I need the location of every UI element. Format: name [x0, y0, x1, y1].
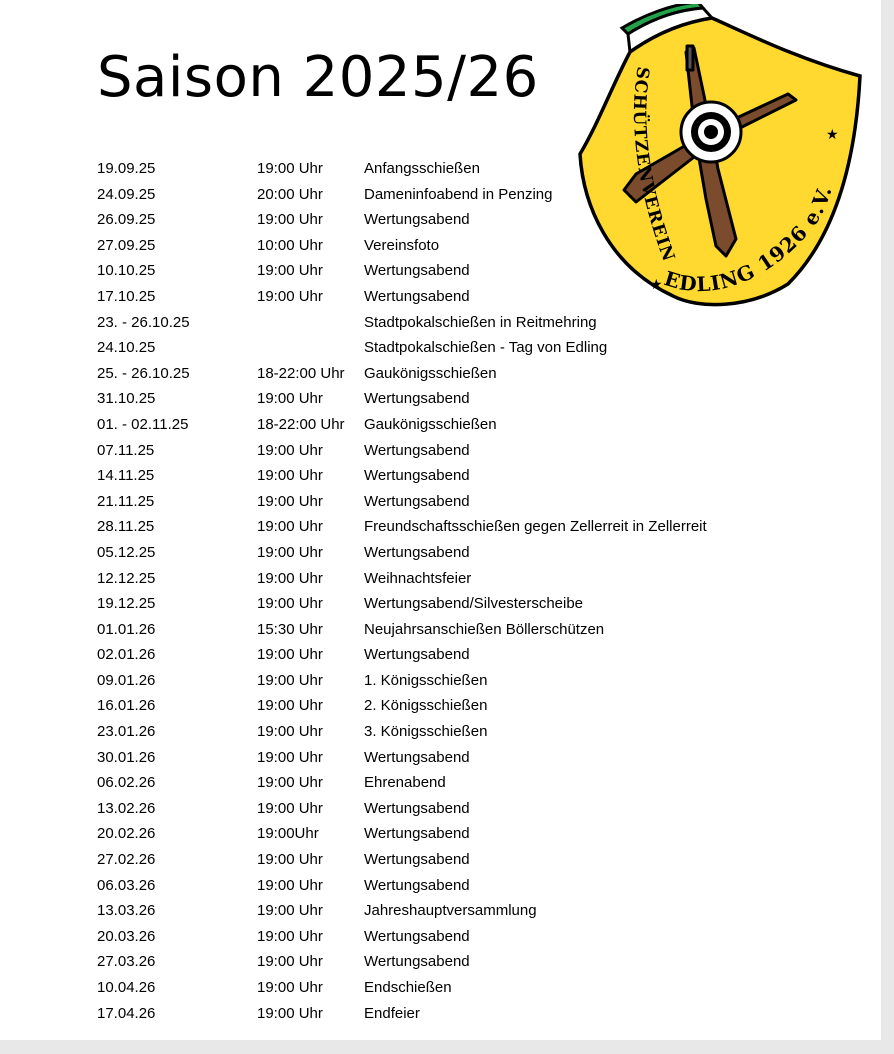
schedule-time: 19:00 Uhr	[257, 902, 323, 920]
schedule-date: 01.01.26	[97, 620, 156, 638]
schedule-time: 19:00 Uhr	[257, 1004, 323, 1022]
schedule-event: Jahreshauptversammlung	[364, 902, 537, 920]
schedule-date: 09.01.26	[97, 671, 156, 689]
schedule-event: Vereinsfoto	[364, 236, 440, 254]
schedule-date: 19.09.25	[97, 160, 156, 177]
schedule-date: 25. - 26.10.25	[97, 364, 190, 382]
schedule-event: Wertungsabend	[364, 927, 470, 945]
schedule-date: 27.03.26	[97, 953, 156, 971]
schedule-time: 19:00 Uhr	[257, 799, 323, 817]
schedule-event: Wertungsabend	[364, 441, 470, 459]
schedule-time: 19:00 Uhr	[257, 671, 323, 689]
schedule-event: Wertungsabend	[364, 825, 470, 843]
schedule-date: 01. - 02.11.25	[97, 415, 189, 433]
schedule-event: Endschießen	[364, 979, 452, 996]
schedule-event: Stadtpokalschießen - Tag von Edling	[364, 339, 608, 357]
schedule-event: Wertungsabend	[364, 748, 470, 766]
schedule-date: 06.03.26	[97, 876, 156, 894]
schedule-date: 05.12.25	[97, 543, 156, 561]
schedule-date: 06.02.26	[97, 774, 156, 792]
schedule-time: 19:00 Uhr	[257, 927, 323, 945]
schedule-time: 19:00 Uhr	[257, 979, 323, 996]
schedule-date: 27.09.25	[97, 236, 156, 254]
schedule-date: 27.02.26	[97, 851, 156, 869]
page-title: Saison 2025/26	[97, 45, 539, 110]
schedule-time: 19:00 Uhr	[257, 467, 323, 485]
schedule-event: Endfeier	[364, 1004, 420, 1022]
schedule-time: 19:00 Uhr	[257, 876, 323, 894]
schedule-event: Wertungsabend	[364, 799, 470, 817]
schedule-event: Dameninfoabend in Penzing	[364, 185, 553, 203]
schedule-time: 18-22:00 Uhr	[257, 364, 345, 382]
schedule-date: 24.09.25	[97, 185, 156, 203]
schedule-event: Wertungsabend	[364, 287, 470, 305]
schedule-event: 2. Königsschießen	[364, 697, 488, 715]
schedule-event: Wertungsabend	[364, 492, 470, 510]
schedule-date: 10.04.26	[97, 979, 156, 996]
schedule-date: 21.11.25	[97, 492, 155, 510]
schedule-date: 10.10.25	[97, 262, 156, 280]
schedule-date: 13.02.26	[97, 799, 156, 817]
schedule-date: 23.01.26	[97, 723, 156, 741]
schedule-event: 1. Königsschießen	[364, 671, 488, 689]
schedule-time: 19:00 Uhr	[257, 543, 323, 561]
schedule-date: 20.03.26	[97, 927, 156, 945]
schedule-time: 19:00 Uhr	[257, 492, 323, 510]
target-icon	[681, 102, 741, 162]
schedule-event: Gaukönigsschießen	[364, 415, 497, 433]
schedule-event: Weihnachtsfeier	[364, 569, 472, 587]
schedule-time: 19:00 Uhr	[257, 518, 323, 536]
schedule-date: 07.11.25	[97, 441, 155, 459]
svg-text:★: ★	[826, 127, 839, 143]
schedule-time: 19:00 Uhr	[257, 748, 323, 766]
schedule-event: Gaukönigsschießen	[364, 364, 497, 382]
schedule-event: Ehrenabend	[364, 774, 446, 792]
schedule-date: 13.03.26	[97, 902, 156, 920]
logo-text-top: SCHÜTZENVEREIN	[628, 65, 679, 265]
schedule-event: Neujahrsanschießen Böllerschützen	[364, 620, 605, 638]
schedule-time: 19:00 Uhr	[257, 697, 323, 715]
schedule-event: Wertungsabend	[364, 543, 470, 561]
schedule-date: 30.01.26	[97, 748, 156, 766]
schedule-time: 20:00 Uhr	[257, 185, 323, 203]
schedule-time: 19:00 Uhr	[257, 774, 323, 792]
schedule-time: 19:00 Uhr	[257, 953, 323, 971]
schedule-date: 02.01.26	[97, 646, 156, 664]
club-logo	[578, 4, 864, 310]
schedule-event: Wertungsabend	[364, 211, 470, 229]
schedule-time: 10:00 Uhr	[257, 236, 323, 254]
schedule-event: 3. Königsschießen	[364, 723, 488, 741]
schedule-event: Wertungsabend	[364, 390, 470, 408]
svg-text:★: ★	[650, 277, 663, 293]
schedule-event: Stadtpokalschießen in Reitmehring	[364, 313, 597, 331]
schedule-time: 19:00 Uhr	[257, 262, 323, 280]
schedule-time: 19:00 Uhr	[257, 723, 323, 741]
schedule-time: 19:00 Uhr	[257, 851, 323, 869]
schedule-date: 17.04.26	[97, 1004, 156, 1022]
schedule-date: 24.10.25	[97, 339, 156, 357]
schedule-event: Freundschaftsschießen gegen Zellerreit in Zellerreit	[364, 518, 707, 536]
schedule-event: Wertungsabend	[364, 467, 470, 485]
schedule-date: 28.11.25	[97, 518, 155, 536]
logo-text-bottom: EDLING 1926 e.V.	[661, 182, 837, 297]
schedule-time: 19:00 Uhr	[257, 390, 323, 408]
schedule-date: 19.12.25	[97, 595, 156, 613]
schedule-event: Wertungsabend	[364, 646, 470, 664]
schedule-event: Wertungsabend	[364, 851, 470, 869]
schedule-event: Wertungsabend/Silvesterscheibe	[364, 595, 584, 613]
schedule-time: 19:00 Uhr	[257, 595, 323, 613]
schedule-date: 20.02.26	[97, 825, 156, 843]
schedule-date: 26.09.25	[97, 211, 156, 229]
schedule-time: 19:00 Uhr	[257, 646, 323, 664]
schedule-event: Wertungsabend	[364, 953, 470, 971]
schedule-time: 19:00 Uhr	[257, 569, 323, 587]
schedule-event: Wertungsabend	[364, 876, 470, 894]
schedule-date: 14.11.25	[97, 467, 155, 485]
schedule-date: 16.01.26	[97, 697, 156, 715]
schedule-date: 17.10.25	[97, 287, 156, 305]
schedule-time: 19:00 Uhr	[257, 211, 323, 229]
schedule-time: 15:30 Uhr	[257, 620, 323, 638]
schedule-time: 18-22:00 Uhr	[257, 415, 345, 433]
schedule-event: Wertungsabend	[364, 262, 470, 280]
schedule-time: 19:00 Uhr	[257, 441, 323, 459]
schedule-time: 19:00 Uhr	[257, 160, 323, 177]
schedule-date: 31.10.25	[97, 390, 156, 408]
schedule-time: 19:00Uhr	[257, 825, 319, 843]
schedule-date: 23. - 26.10.25	[97, 313, 190, 331]
schedule-time: 19:00 Uhr	[257, 287, 323, 305]
schedule-date: 12.12.25	[97, 569, 156, 587]
schedule-event: Anfangsschießen	[364, 160, 480, 177]
